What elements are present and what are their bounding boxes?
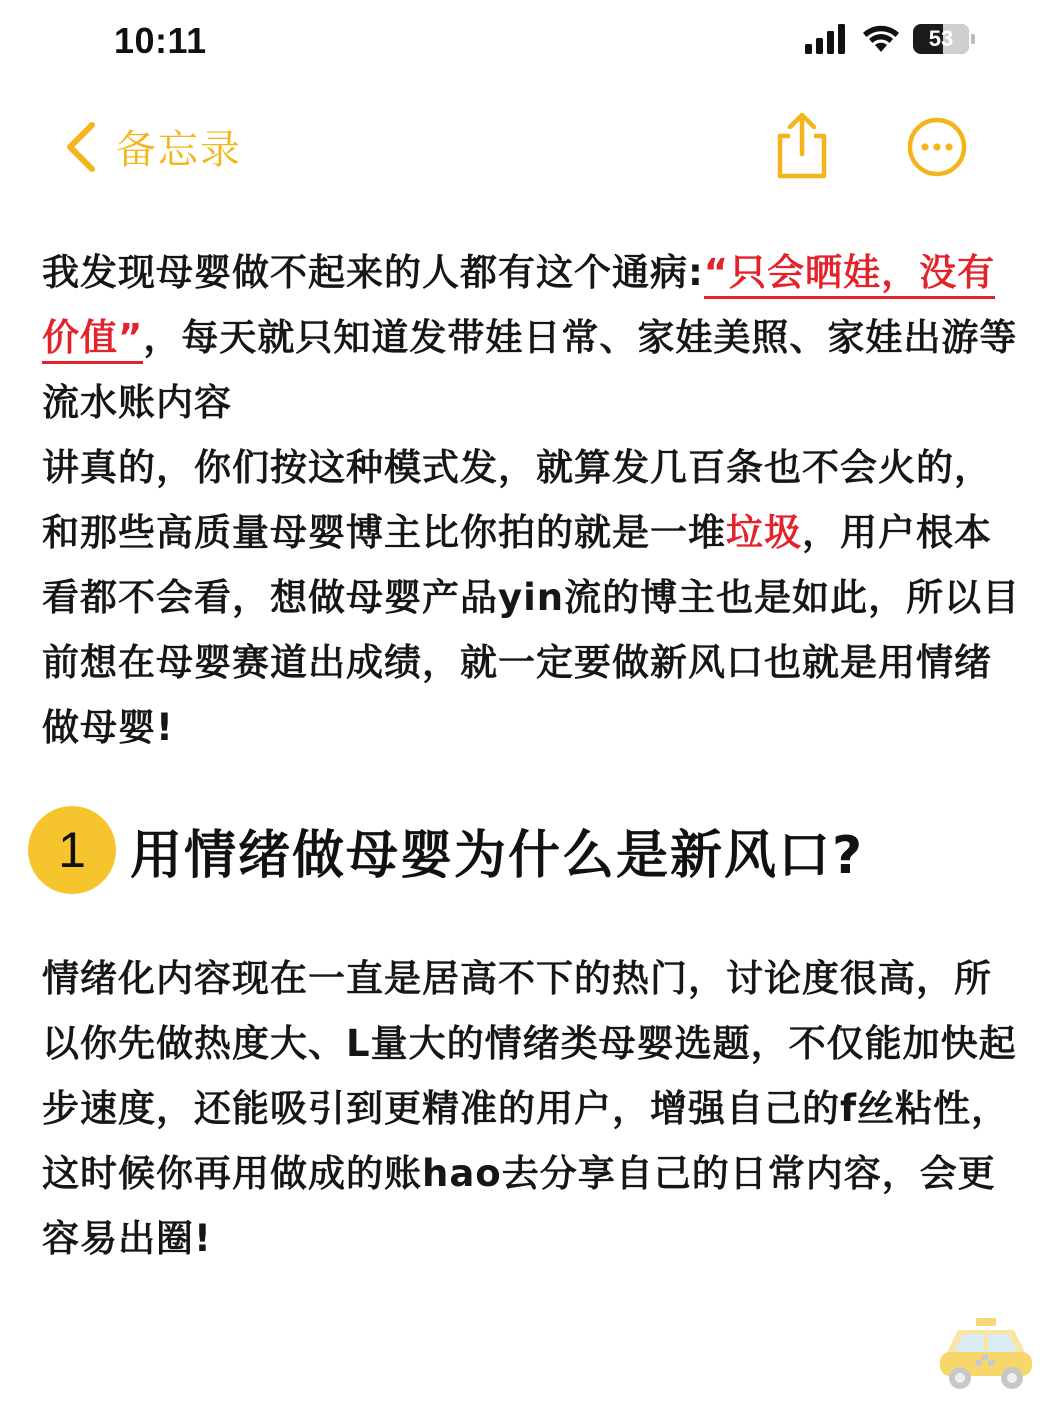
cellular-signal-icon (805, 24, 849, 54)
back-button[interactable] (64, 118, 242, 175)
back-label: 备忘录 (116, 127, 242, 173)
more-button[interactable] (906, 116, 968, 178)
note-body[interactable] (42, 240, 1022, 760)
share-button[interactable] (772, 110, 832, 180)
note-paragraph-2 (42, 435, 1022, 760)
nav-bar (0, 100, 1061, 196)
taxi-icon (936, 1316, 1036, 1392)
share-icon (772, 110, 832, 180)
note-body-section-1[interactable] (42, 946, 1022, 1271)
wifi-icon (861, 24, 901, 54)
status-bar (0, 0, 1061, 90)
chevron-left-icon (64, 121, 98, 173)
taxi-sticker (936, 1316, 1036, 1392)
status-time: 10:11 (114, 20, 207, 61)
para2-text-end: ，用户根本看都不会看，想做母婴产品yin流的博主也是如此，所以目前想在母婴赛道出成绩，就一定要做新风口也就是用情绪做母婴! (42, 511, 1021, 749)
section-number: 1 (58, 822, 86, 878)
section-heading-1 (28, 806, 1038, 894)
para2-highlight: 垃圾 (726, 511, 802, 554)
para1-text-end: ，每天就只知道发带娃日常、家娃美照、家娃出游等流水账内容 (42, 316, 1018, 424)
battery-nub (971, 34, 975, 44)
note-paragraph-1 (42, 240, 1022, 435)
note-paragraph-3: 情绪化内容现在一直是居高不下的热门，讨论度很高，所以你先做热度大、L量大的情绪类母婴选题，不仅能加快起步速度，还能吸引到更精准的用户，增强自己的f丝粘性，这时候你再用做成的账hao去分享自己的日常内容，会更容易出圈! (42, 957, 1017, 1260)
section-number-badge (28, 806, 116, 894)
para2-text: 讲真的，你们按这种模式发，就算发几百条也不会火的，和那些高质量母婴博主比你拍的就是一堆 (42, 446, 992, 554)
battery-level: 53 (928, 26, 954, 51)
para1-text: 我发现母婴做不起来的人都有这个通病: (42, 251, 704, 294)
battery-icon (913, 24, 969, 54)
para1-highlight: “只会晒娃，没有价值” (42, 251, 995, 364)
section-title: 用情绪做母婴为什么是新风口? (130, 825, 865, 886)
status-icons (805, 24, 975, 54)
more-icon (906, 116, 968, 178)
